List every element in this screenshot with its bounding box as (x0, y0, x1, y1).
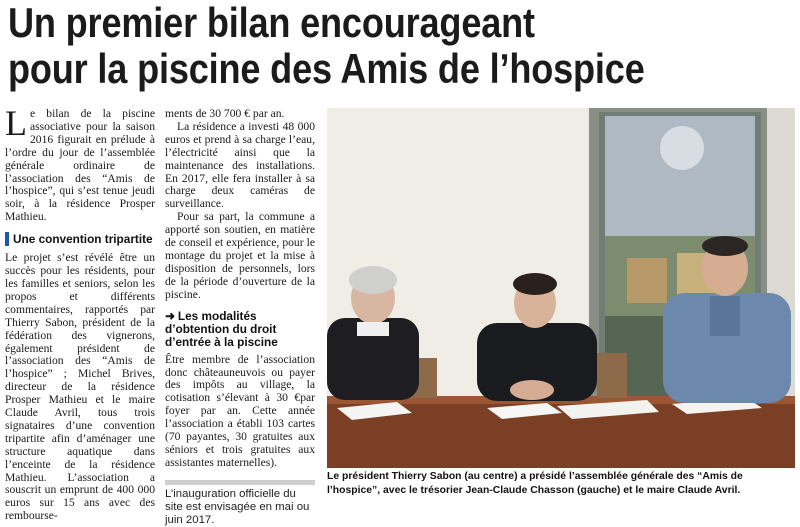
paragraph-2: La résidence a investi 48 000 euros et prend à sa charge l’eau, l’électricité ainsi que la maintenance des installations. En 2017, elle fera installer à sa charge deux caméras de surveillance. (165, 119, 315, 211)
subhead-modalites (165, 310, 315, 349)
subhead-modalites-text: Les modalités d’obtention du droit d’entrée à la piscine (165, 308, 278, 349)
paragraph-1: Le projet s’est révélé être un succès pour les résidents, pour les familles et seniors, selon les propos et différents commentaires, rapportés par Thierry Sabon, président de la fédération des vignerons, également président de l’association des “Amis de l’hospice” ; Michel Brives, directeur de la résidence Prosper Mathieu et le maire Claude Avril, tous trois signataires d’une convention tripartite afin d’aménager une structure aquatique dans l’enceinte de la résidence Mathieu. L’association a souscrit un emprunt de 400 000 euros sur 15 ans avec des rembourse- (5, 251, 155, 523)
subhead-convention: Une convention tripartite (5, 232, 155, 246)
arrow-icon: ➜ (165, 308, 175, 323)
headline-line-2: pour la piscine des Amis de l’hospice (8, 45, 645, 92)
paragraph-4: Être membre de l’association donc châteauneuvois ou payer des impôts au village, la cotisation s’élevant à 30 €par foyer par an. Cette année l’association a établi 103 cartes (70 payantes, 30 gratuites aux séniors et trois gratuites aux assistantes maternelles). (165, 352, 315, 469)
meeting-photo (327, 108, 795, 468)
paragraph-3: Pour sa part, la commune a apporté son soutien, en matière de conseil et expérience, pour le montage du projet et la mise à disposition de personnels, lors de la période d’ouverture de la piscine. (165, 210, 315, 301)
headline (8, 0, 687, 92)
intro-text: e bilan de la piscine associative pour la saison 2016 figurait en prélude à l’ordre du jour de l’assemblée générale ordinaire de l’association des “Amis de l’hospice”, qui s’est tenue jeudi soir, à la résidence Prosper Mathieu. (5, 107, 155, 224)
paragraph-1-continued: ments de 30 700 € par an. (165, 107, 285, 120)
dropcap: L (5, 103, 27, 143)
photo-caption: Le président Thierry Sabon (au centre) a présidé l’assemblée générale des “Amis de l’hospice”, avec le trésorier Jean-Claude Chasson (gauche) et le maire Claude Avril. (327, 471, 743, 496)
article-column-1 (5, 103, 155, 523)
intro-paragraph (5, 103, 155, 224)
meeting-photo-illustration (327, 108, 795, 468)
headline-line-1: Un premier bilan encourageant (8, 0, 535, 46)
article-column-2 (165, 108, 315, 527)
inauguration-note: L’inauguration officielle du site est envisagée en mai ou juin 2017. (165, 480, 315, 527)
